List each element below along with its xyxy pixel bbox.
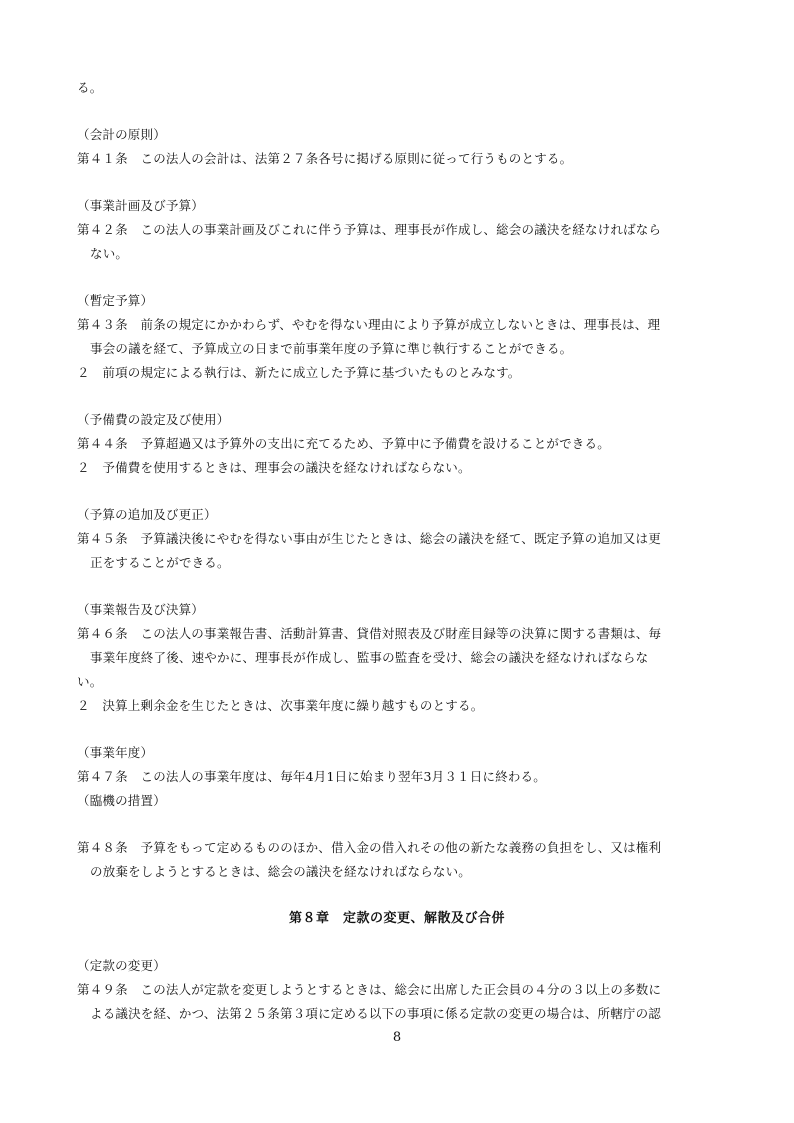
text-line: 正をすることができる。	[90, 555, 230, 570]
article-49: 第４９条 この法人が定款を変更しようとするときは、総会に出席した正会員の４分の３以上の多数に	[77, 982, 662, 997]
section-heading: （事業計画及び予算）	[77, 198, 205, 213]
page-number: 8	[392, 1030, 402, 1045]
article-48: 第４８条 予算をもって定めるもののほか、借入金の借入れその他の新たな義務の負担をし、又は権利	[77, 840, 662, 855]
section-heading: （会計の原則）	[77, 127, 166, 142]
article-42: 第４２条 この法人の事業計画及びこれに伴う予算は、理事長が作成し、総会の議決を経なければなら	[77, 222, 662, 237]
article-43: 第４３条 前条の規定にかかわらず、やむを得ない理由により予算が成立しないときは、理事長は、理	[77, 317, 661, 332]
article-44: 第４４条 予算超過又は予算外の支出に充てるため、予算中に予備費を設けることができる。	[77, 436, 610, 451]
article-46: 第４６条 この法人の事業報告書、活動計算書、貸借対照表及び財産目録等の決算に関する書類は、毎	[77, 626, 662, 641]
section-heading: （暫定予算）	[77, 293, 154, 308]
section-heading: （予算の追加及び更正）	[77, 507, 217, 522]
section-heading: （臨機の措置）	[77, 793, 166, 808]
text-line: ない。	[90, 246, 129, 261]
article-45: 第４５条 予算議決後にやむを得ない事由が生じたときは、総会の議決を経て、既定予算の追加又は更	[77, 531, 661, 546]
article-47: 第４７条 この法人の事業年度は、毎年4月1日に始まり翌年3月３１日に終わる。	[77, 769, 546, 784]
paragraph-2: ２ 決算上剰余金を生じたときは、次事業年度に繰り越すものとする。	[77, 698, 484, 713]
text-line: 事業年度終了後、速やかに、理事長が作成し、監事の監査を受け、総会の議決を経なければならな	[90, 650, 649, 665]
text-line: よる議決を経、かつ、法第２５条第３項に定める以下の事項に係る定款の変更の場合は、所轄庁の認	[90, 1006, 662, 1021]
paragraph-2: ２ 予備費を使用するときは、理事会の議決を経なければならない。	[77, 460, 471, 475]
section-heading: （予備費の設定及び使用）	[77, 412, 230, 427]
article-41: 第４１条 この法人の会計は、法第２７条各号に掲げる原則に従って行うものとする。	[77, 151, 573, 166]
text-line: 事会の議を経て、予算成立の日まで前事業年度の予算に準じ執行することができる。	[90, 341, 573, 356]
section-heading: （事業年度）	[77, 745, 154, 760]
section-heading: （事業報告及び決算）	[77, 602, 205, 617]
paragraph-2: ２ 前項の規定による執行は、新たに成立した予算に基づいたものとみなす。	[77, 365, 521, 380]
text-line: る。	[77, 80, 103, 95]
section-heading: （定款の変更）	[77, 958, 166, 973]
chapter-heading: 第８章 定款の変更、解散及び合併	[288, 911, 505, 926]
text-line: の放棄をしようとするときは、総会の議決を経なければならない。	[90, 864, 472, 879]
text-line: い。	[77, 674, 103, 689]
